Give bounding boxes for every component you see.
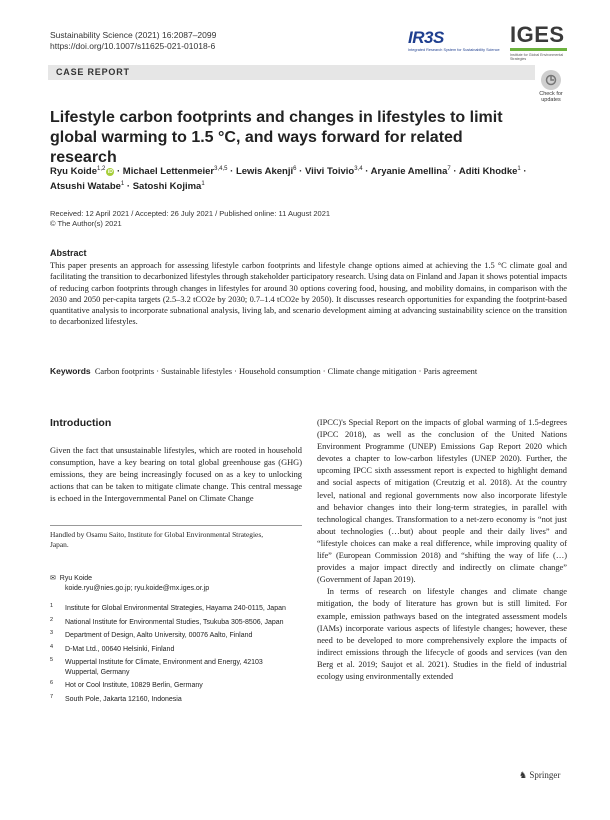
footnote-divider: [50, 525, 302, 526]
orcid-icon[interactable]: iD: [107, 169, 113, 176]
keywords-text: Carbon footprints · Sustainable lifestyles · Household consumption · Climate change mitigation · Paris agreement: [94, 367, 478, 376]
affiliation-item: 3 Department of Design, Aalto University, 00076 Aalto, Finland: [50, 630, 253, 639]
intro-paragraph: In terms of research on lifestyle changes and climate change mitigation, the body of literature has grown but is still limited. For example, emission pathways based on the integrated assessment models (IAMs) incorporate various aspects of lifestyle changes; however, these need to be developed to more comprehensively explore the impacts of indirect emissions through the lifecycle of goods and services (van den Berg et al. 2019; Saujot et al. 2021). Studies in the field of industrial ecology using environmentally extended: [317, 587, 567, 681]
affiliation-list: [50, 604, 290, 708]
envelope-icon: ✉: [50, 575, 56, 582]
handled-by-note: Handled by Osamu Saito, Institute for Global Environmental Strategies, Japan.: [50, 530, 264, 549]
author[interactable]: Ryu Koide$^{1,2}$iD: [50, 166, 113, 178]
author[interactable]: Atsushi Watabe$^1$: [50, 181, 125, 193]
affiliation-item: 6 Hot or Cool Institute, 10829 Berlin, Germany: [50, 680, 203, 689]
springer-logo: [519, 770, 560, 781]
author[interactable]: Lewis Akenji$^6$: [235, 166, 297, 178]
doi-link[interactable]: https://doi.org/10.1007/s11625-021-01018-6: [50, 41, 216, 51]
author-list: Ryu Koide$^{1,2}$iD · Michael Lettenmeier$^{3,4,5}$ · Lewis Akenji$^6$ · Viivi Toivio$^{3,4}$ · Aryanie Amellina$^7$ · Aditi Khodke$^1$ · Atsushi Watabe$^1$ · Satoshi Kojima$^1$: [50, 166, 527, 193]
introduction-heading: Introduction: [50, 417, 112, 429]
check-updates-icon: [541, 70, 561, 90]
partner-logos: [408, 22, 568, 62]
publication-dates: [50, 209, 330, 229]
journal-citation: Sustainability Science (2021) 16:2087–2099: [50, 30, 217, 40]
intro-column-2: [317, 417, 567, 683]
author[interactable]: Aditi Khodke$^1$: [458, 166, 521, 178]
section-label: CASE REPORT: [56, 67, 130, 77]
author[interactable]: Viivi Toivio$^{3,4}$: [304, 166, 363, 178]
intro-column-1: Given the fact that unsustainable lifestyles, which are rooted in household consumption, have a key bearing on total global greenhouse gas (GHG) emissions, they are being increasingly focused on as a key to unlocking actions that can be taken to mitigate climate change. This central message is echoed in the Intergovernmental Panel on Climate Change: [50, 446, 302, 504]
iges-logo-bar: [510, 48, 567, 51]
keywords: [50, 366, 567, 377]
abstract-heading: Abstract: [50, 248, 87, 258]
affiliation-item: 5 Wuppertal Institute for Climate, Environment and Energy, 42103 Wuppertal, Germany: [50, 657, 263, 676]
affiliation-item: 4 D-Mat Ltd., 00640 Helsinki, Finland: [50, 643, 175, 653]
author[interactable]: Aryanie Amellina$^7$: [370, 166, 451, 178]
author[interactable]: Satoshi Kojima$^1$: [132, 181, 205, 193]
keywords-label: Keywords: [50, 366, 91, 376]
corresponding-author: [50, 574, 280, 594]
article-title: Lifestyle carbon footprints and changes in lifestyles to limit global warming to 1.5 °C, and ways forward for related research: [50, 109, 503, 166]
affiliation-item: 2 National Institute for Environmental Studies, Tsukuba 305-8506, Japan: [50, 616, 284, 626]
abstract-text: This paper presents an approach for assessing lifestyle carbon footprints and lifestyle change options aimed at achieving the 1.5 °C climate goal and facilitating the transition to decarbonized lifestyles through stakeholder participatory research. Using data on Finland and Japan it shows potential impacts of reducing carbon footprints through changes in lifestyles for around 30 options covering food, housing, and mobility domains, in comparison with the 2030 and 2050 per-capita targets (2.5–3.2 tCO2e by 2030; 0.7–1.4 tCO2e by 2050). It discusses research opportunities for expanding the footprint-based quantitative analysis to incorporate subnational analysis, living lab, and scenario development aiming at advancing sustainability science on the transition to decarbonized lifestyles.: [50, 261, 567, 327]
intro-paragraph: (IPCC)'s Special Report on the impacts of global warming of 1.5-degrees (IPCC 2018), as well as the conclusion of the United Nations Environment Programme (UNEP) Emissions Gap Report 2020 which devotes a chapter to low-carbon lifestyles (UNEP 2020). Further, the upcoming IPCC sixth assessment report is expected to highlight demand and social aspects of mitigation (Creutzig et al. 2018). At the country level, national and regional governments now also incorporate lifestyle and behavior changes into their long-term strategies, in parallel with technological changes. Transformation to a net-zero economy is “not just about technologies (…but) about people and their daily lives” and “lifestyle choices can make a real difference, while improving quality of life” (European Commission 2018) and “shifting the way of life (…) provides a major impact directly and indirectly on climate change” (Government of Japan 2019).: [317, 418, 567, 585]
author[interactable]: Michael Lettenmeier$^{3,4,5}$: [122, 166, 228, 178]
history-dates: Received: 12 April 2021 / Accepted: 26 July 2021 / Published online: 11 August 2021: [50, 209, 331, 218]
iges-logo: IGES: [510, 22, 565, 47]
corresponding-name: Ryu Koide: [59, 575, 93, 582]
copyright: © The Author(s) 2021: [50, 219, 122, 228]
section-label-bar: [48, 65, 535, 80]
iges-logo-subtitle: Institute for Global Environmental Strategies: [510, 53, 564, 61]
ir3s-logo: IR3S: [408, 28, 444, 47]
affiliation-item: 7 South Pole, Jakarta 12160, Indonesia: [50, 693, 182, 703]
journal-meta: [50, 30, 216, 52]
check-updates-label: Check for updates: [539, 91, 563, 103]
ir3s-logo-subtitle: Integrated Research System for Sustainability Science: [408, 48, 500, 52]
publisher-name: Springer: [529, 770, 561, 780]
springer-horse-icon: ♞: [519, 770, 528, 780]
check-for-updates-badge[interactable]: [537, 70, 565, 104]
affiliation-item: 1 Institute for Global Environmental Strategies, Hayama 240-0115, Japan: [50, 603, 286, 612]
corresponding-email[interactable]: koide.ryu@nies.go.jp; ryu.koide@mx.iges.or.jp: [65, 585, 210, 592]
